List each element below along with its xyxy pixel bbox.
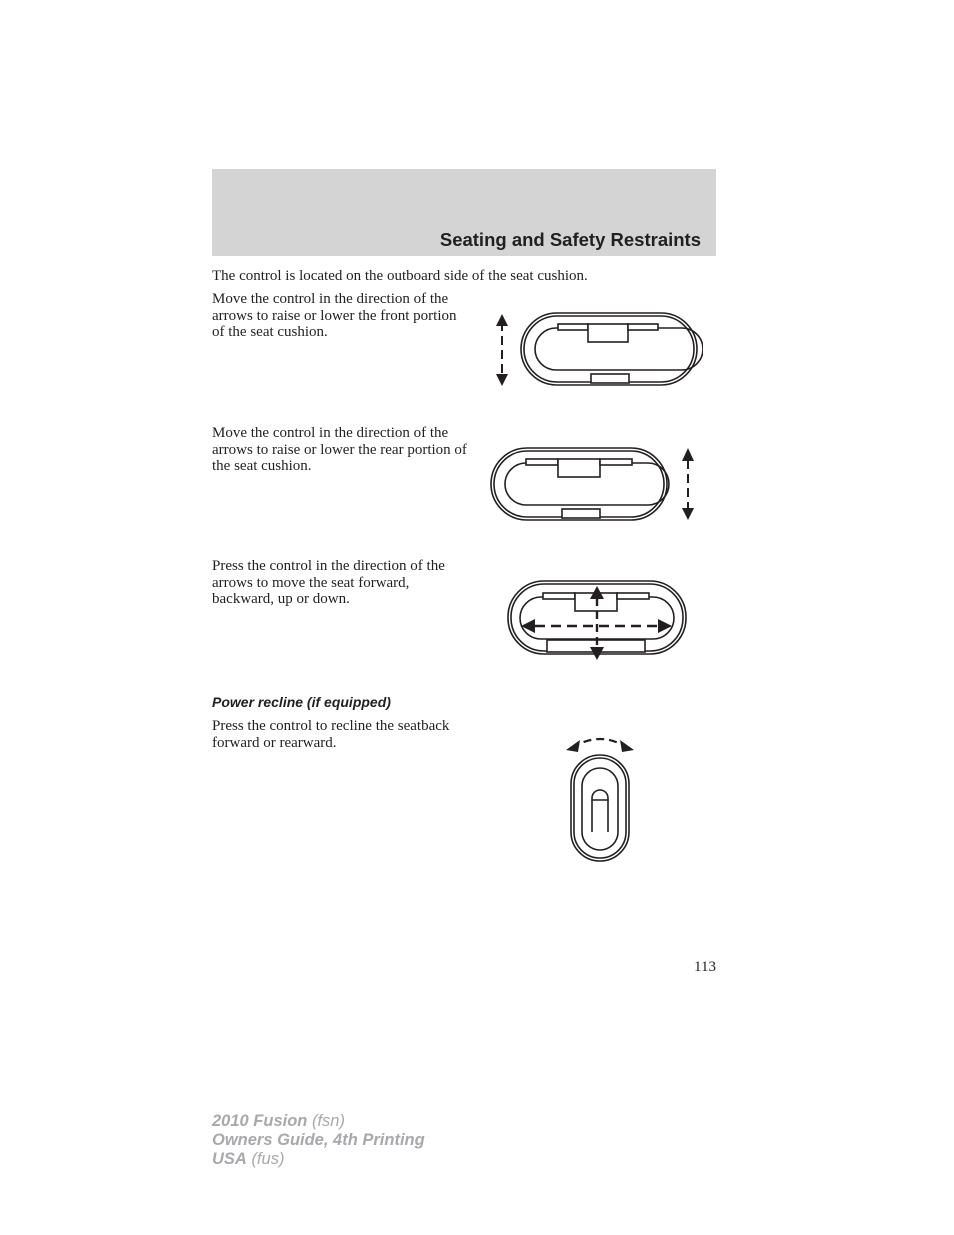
- arrow-left-icon: [521, 619, 535, 633]
- footer-doc-info: [212, 1112, 425, 1169]
- front-cushion-control-illustration: [488, 308, 703, 390]
- arrow-up-icon: [682, 448, 694, 461]
- power-recline-paragraph: Press the control to recline the seatback forward or rearward.: [212, 718, 450, 751]
- arrow-up-icon: [496, 314, 508, 326]
- seat-move-paragraph: Press the control in the direction of the arrows to move the seat forward, backward, up or down.: [212, 558, 445, 608]
- rear-cushion-paragraph: Move the control in the direction of the arrows to raise or lower the rear portion of the seat cushion.: [212, 425, 467, 475]
- arrow-down-icon: [682, 508, 694, 520]
- footer-model-code: (fsn): [311, 1112, 345, 1130]
- arrow-forward-icon: [620, 740, 634, 752]
- rear-cushion-control-illustration: [488, 444, 703, 526]
- section-title: Seating and Safety Restraints: [439, 229, 701, 250]
- section-header-band: [212, 169, 716, 256]
- intro-paragraph: The control is located on the outboard side of the seat cushion.: [212, 268, 588, 284]
- front-cushion-paragraph: Move the control in the direction of the arrows to raise or lower the front portion of the seat cushion.: [212, 291, 457, 341]
- footer-region-code: (fus): [251, 1150, 285, 1168]
- footer-line-3: [212, 1150, 425, 1169]
- footer-region: USA: [212, 1150, 247, 1168]
- footer-model: 2010 Fusion: [212, 1112, 308, 1130]
- recline-control-illustration: [560, 728, 640, 868]
- page-number: 113: [694, 959, 716, 975]
- footer-line-2: Owners Guide, 4th Printing: [212, 1131, 425, 1149]
- seat-position-control-illustration: [505, 578, 690, 662]
- arrow-down-icon: [496, 374, 508, 386]
- power-recline-heading: Power recline (if equipped): [212, 694, 391, 710]
- footer-line-1: [212, 1112, 425, 1131]
- arrow-rearward-icon: [566, 740, 580, 752]
